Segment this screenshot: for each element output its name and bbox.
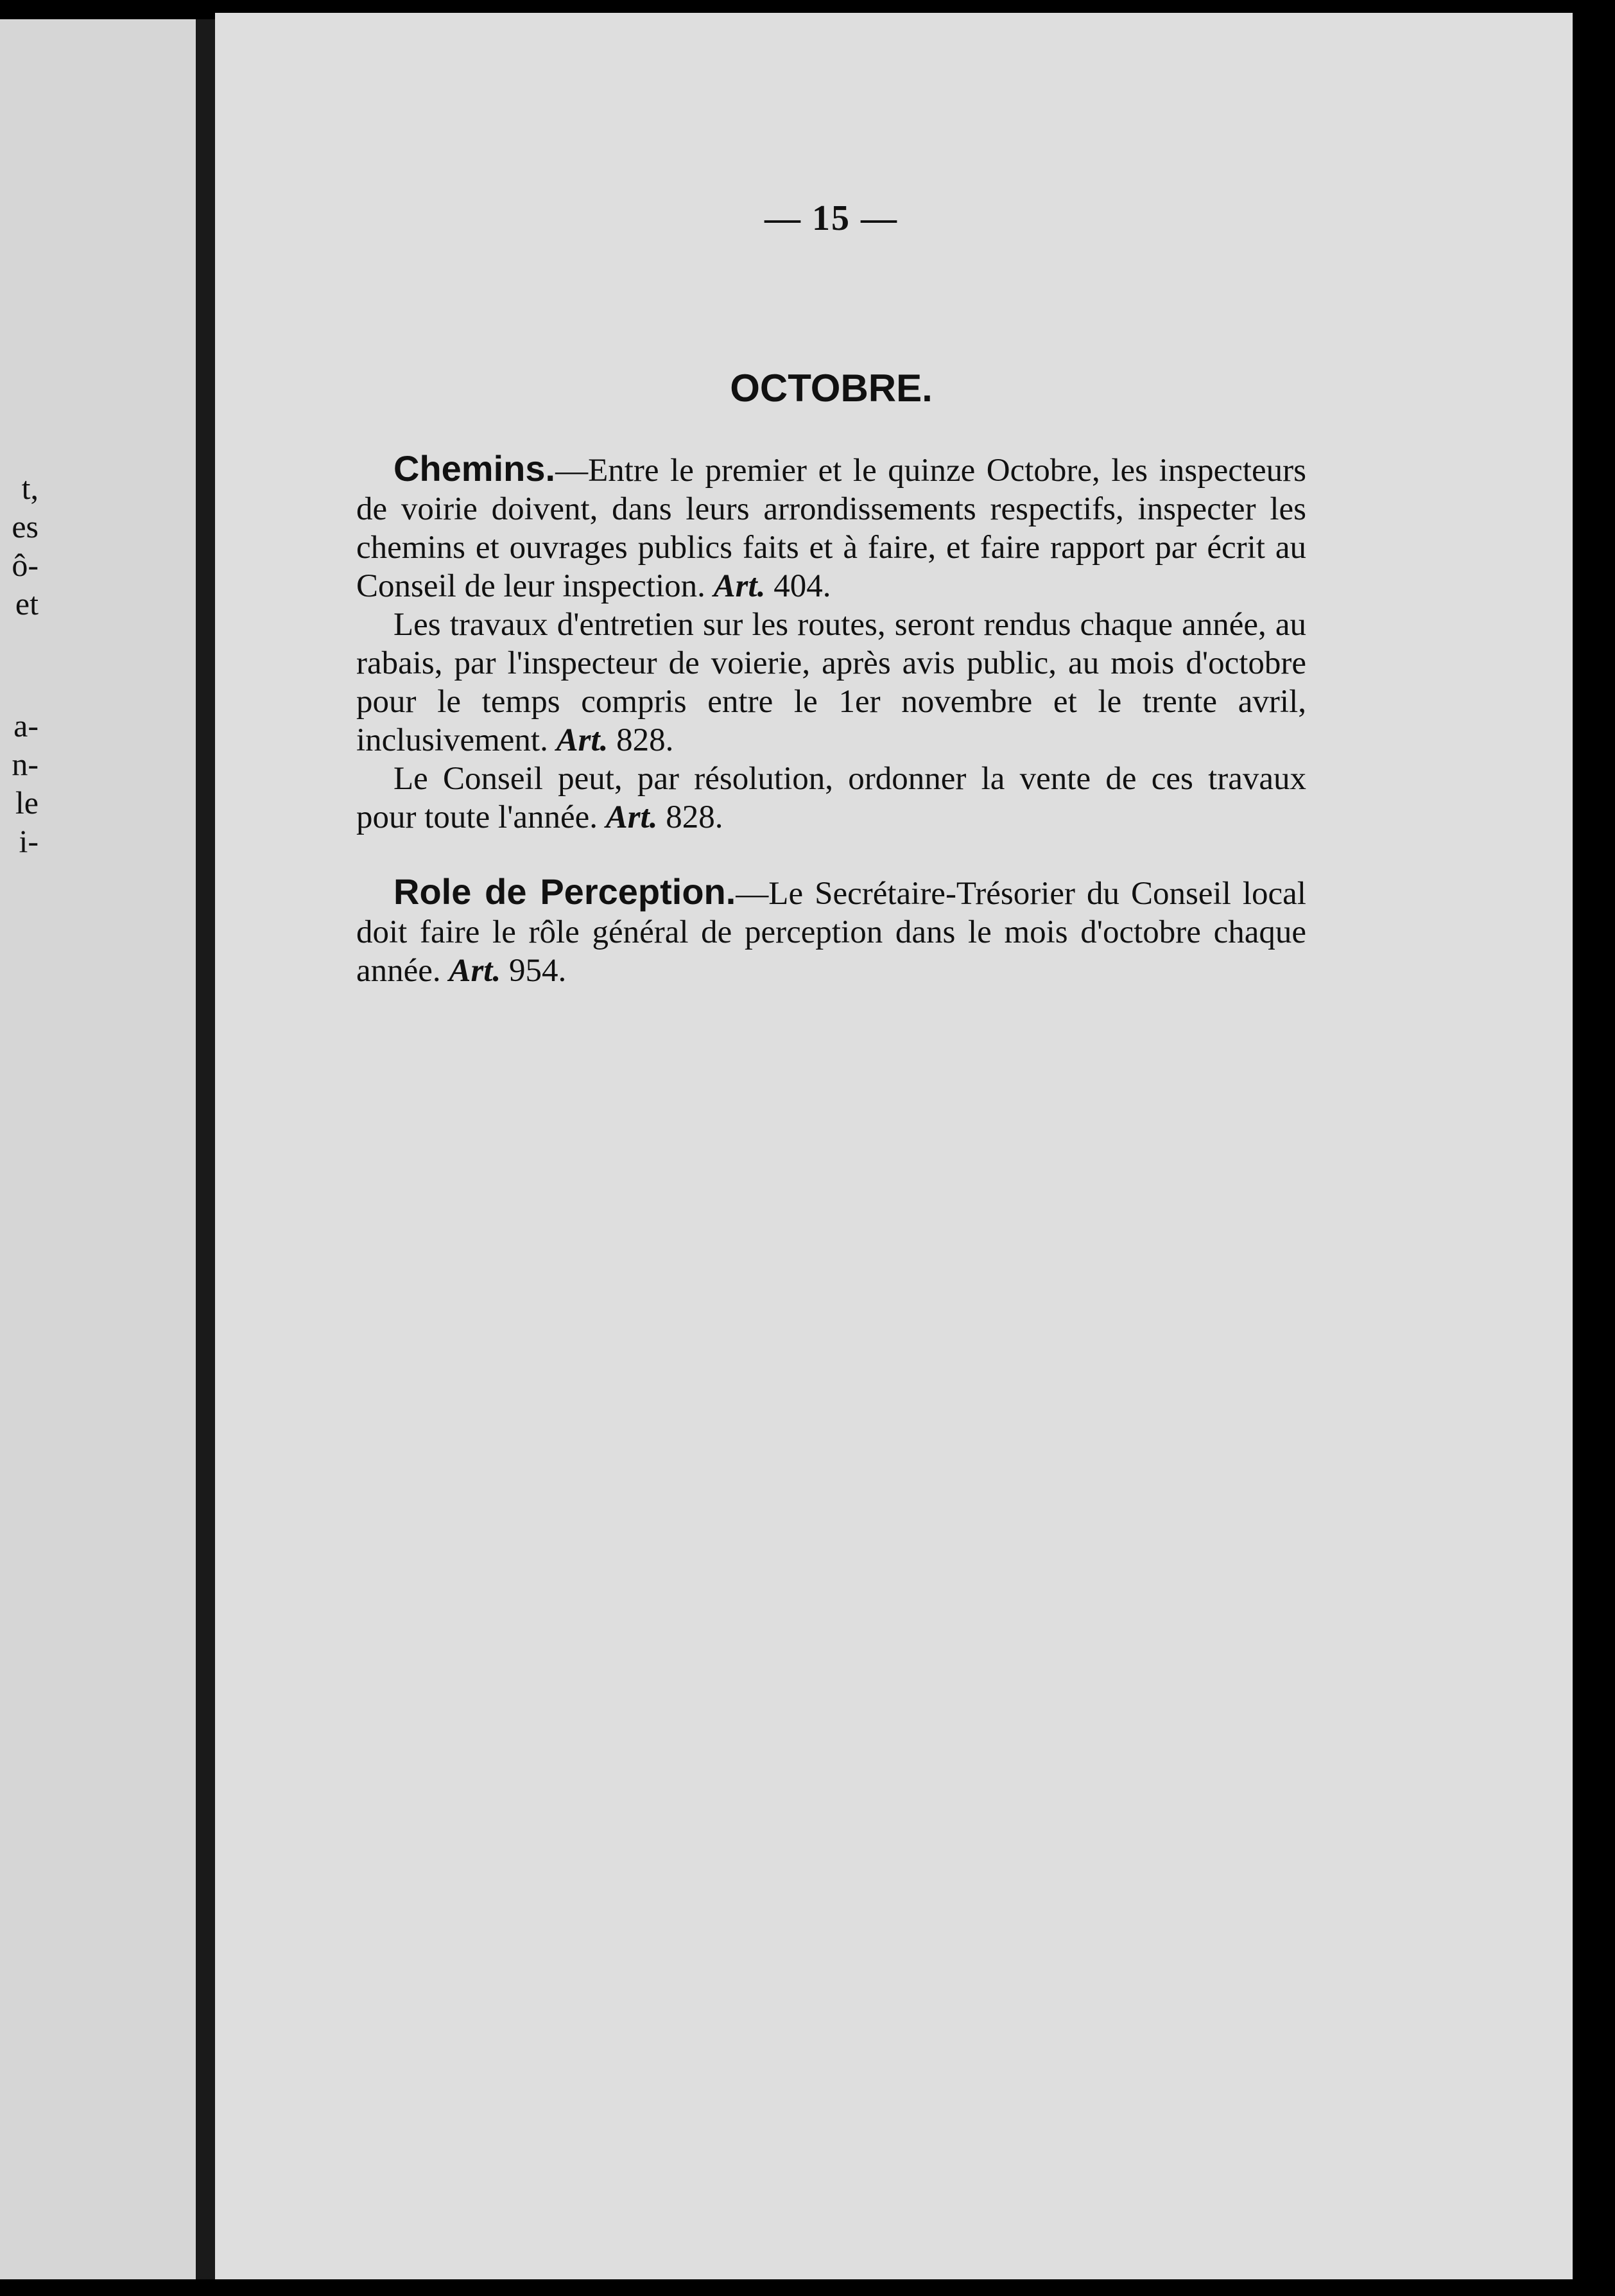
paragraph-text: Le Conseil peut, par résolution, ordonner la vente de ces travaux pour toute l'année. (356, 761, 1306, 835)
facing-page-edge (0, 19, 196, 2279)
fragment: et (15, 586, 39, 622)
fragment: i- (19, 823, 39, 859)
paragraph (356, 449, 1306, 605)
paragraph (356, 760, 1306, 837)
fragment: t, (21, 470, 39, 506)
article-label: Art. (605, 799, 658, 835)
page-number: — 15 — (764, 198, 898, 238)
section-spacer (356, 837, 1306, 873)
article-label: Art. (713, 568, 766, 604)
paragraph (356, 605, 1306, 760)
fragment: n- (12, 746, 39, 782)
article-label: Art. (449, 953, 501, 989)
fragment: a- (13, 708, 39, 744)
document-page (215, 13, 1573, 2279)
paragraph (356, 873, 1306, 990)
facing-page-text-fragments (0, 469, 39, 860)
fragment: ô- (12, 547, 39, 583)
section-heading: Role de Perception. (393, 871, 736, 912)
article-number: 954. (508, 953, 567, 989)
paragraph-text: Les travaux d'entretien sur les routes, seront rendus chaque année, au rabais, par l'inspecteur de voierie, après avis public, au mois d'octobre pour le temps compris entre le 1er novembre et le trente avril, inclusivement. (356, 607, 1306, 758)
book-gutter (196, 19, 215, 2279)
article-label: Art. (556, 722, 609, 758)
article-number: 828. (616, 722, 674, 758)
section-heading: Chemins. (393, 448, 556, 489)
paragraph-text: —Entre le premier et le quinze Octobre, les inspecteurs de voirie doivent, dans leurs arrondissements respectifs, inspecter les chemins et ouvrages publics faits et à faire, et faire rapport par écrit au Conseil de leur inspection. (356, 453, 1306, 604)
month-heading: OCTOBRE. (730, 367, 933, 410)
paragraph-text: —Le Secrétaire-Trésorier du Conseil local doit faire le rôle général de perception dans le mois d'octobre chaque année. (356, 876, 1306, 989)
fragment: es (12, 509, 39, 544)
fragment: le (15, 785, 39, 821)
article-number: 404. (773, 568, 831, 604)
fragment-gap (0, 623, 39, 706)
body-text (356, 449, 1306, 990)
article-number: 828. (666, 799, 723, 835)
